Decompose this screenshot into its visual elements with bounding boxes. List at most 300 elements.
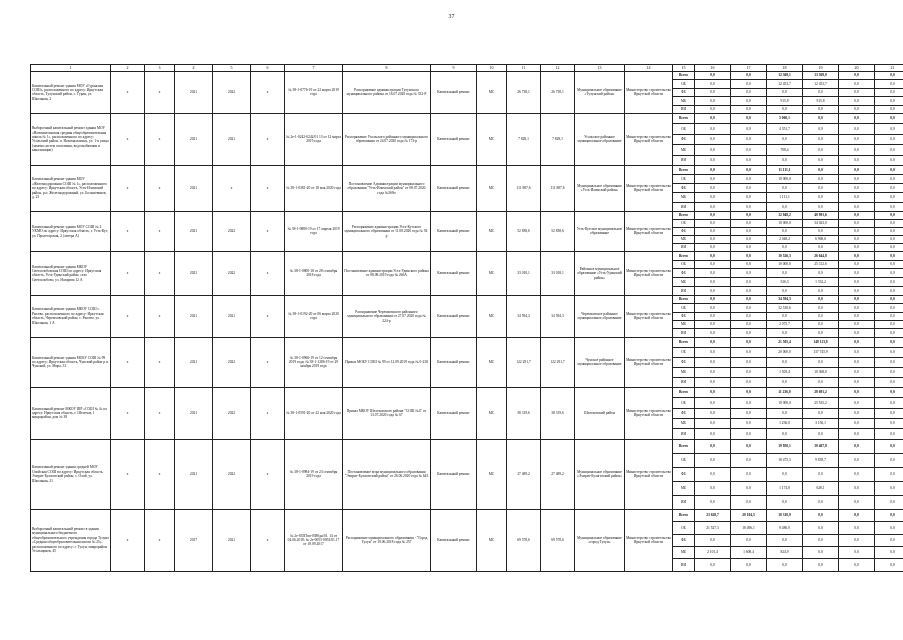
amount-cell: 0,0 [731,495,767,509]
cell-c9: Капитальный ремонт [431,439,477,509]
funding-source-label: ОБ [673,124,695,134]
amount-cell: 1 174,8 [767,481,803,495]
column-number-cell: 10 [477,65,507,72]
amount-cell: 32 518,6 [767,304,803,312]
funding-source-label: ФБ [673,312,695,320]
amount-cell: 1 608,4 [731,546,767,558]
amount-cell: 0,0 [875,534,903,546]
cell-c8: Распоряжение администрации Усть-Кутского муниципального образования от 11.08.2020 года № 92-р [343,211,431,251]
amount-cell: 0,0 [803,304,839,312]
cell-c13: Муниципальное образование «Тулунский район» [575,72,625,114]
amount-cell: 0,0 [695,97,731,105]
cell-c8: Распоряжение администрации Тулунского муниципального района от 16.07.2020 года № 332-Р [343,72,431,114]
amount-cell: 0,0 [803,227,839,235]
amount-cell: 0,0 [839,495,875,509]
column-number-cell: 16 [695,65,731,72]
amount-cell: 0,0 [875,165,903,174]
amount-cell: 0,0 [803,522,839,534]
amount-cell: 0,0 [875,439,903,453]
amount-cell: 0,0 [767,377,803,387]
cell-c6: x [251,211,285,251]
amount-cell: 0,0 [731,337,767,347]
amount-cell: 0,0 [731,202,767,211]
amount-cell: 12 369,1 [767,72,803,80]
cell-c7: № 2е-035Ппп-0380дн/01. 14 от 04.06.2018; № 2е-0053-0053/01.17 от 18.09.2017 [285,509,343,571]
amount-cell: 2 101,4 [695,546,731,558]
amount-cell: 10 310,9 [767,509,803,521]
funding-source-label: ФБ [673,88,695,96]
amount-cell: 0,0 [731,113,767,123]
column-number-cell: 3 [145,65,175,72]
amount-cell: 0,0 [731,243,767,251]
amount-cell: 0,0 [839,429,875,439]
cell-c11: 26 738,1 [507,72,541,114]
amount-cell: 0,0 [839,347,875,357]
amount-cell: 0,0 [875,219,903,227]
amount-cell: 0,0 [731,105,767,113]
amount-cell: 1 111,1 [767,193,803,202]
amount-cell: 0,0 [839,235,875,243]
cell-c6: x [251,439,285,509]
amount-cell: 0,0 [731,312,767,320]
cell-c4: 2021 [175,439,213,509]
column-number-cell: 5 [213,65,251,72]
cell-c5: 2021 [213,509,251,571]
table-row [31,295,903,303]
table-row [31,211,903,219]
amount-cell: 0,0 [875,134,903,144]
amount-cell: 0,0 [839,227,875,235]
amount-cell: 0,0 [695,534,731,546]
funding-source-label: ОБ [673,304,695,312]
amount-cell: 0,0 [875,429,903,439]
amount-cell: 0,0 [731,260,767,269]
amount-cell: 0,0 [695,105,731,113]
amount-cell: 915,8 [767,97,803,105]
funding-source-label: ФБ [673,408,695,418]
cell-c2: x [111,295,145,337]
amount-cell: 18 475,3 [767,453,803,467]
amount-cell: 0,0 [767,184,803,193]
amount-cell: 0,0 [803,495,839,509]
column-number-cell: 6 [251,65,285,72]
amount-cell: 0,0 [695,321,731,329]
amount-cell: 0,0 [875,337,903,347]
amount-cell: 0,0 [695,235,731,243]
funding-source-label: МБ [673,546,695,558]
cell-c12: 111 887,6 [541,165,575,211]
cell-c2: x [111,251,145,295]
amount-cell: 0,0 [731,269,767,278]
amount-cell: 0,0 [695,80,731,88]
amount-cell: 0,0 [839,439,875,453]
amount-cell: 0,0 [731,165,767,174]
amount-cell: 0,0 [803,321,839,329]
cell-c9: Капитальный ремонт [431,165,477,211]
amount-cell: 0,0 [839,559,875,571]
amount-cell: 18 496,1 [731,522,767,534]
column-number-cell: 9 [431,65,477,72]
amount-cell: 708,4 [767,145,803,155]
amount-cell: 0,0 [839,408,875,418]
amount-cell: 0,0 [731,398,767,408]
amount-cell: 0,0 [839,260,875,269]
amount-cell: 0,0 [731,387,767,397]
amount-cell: 0,0 [695,134,731,144]
cell-c13: Черемховское районное муниципальное образование [575,295,625,337]
cell-c8: Распоряжение муниципального образования - "Город Тулун" от 19.06.2018 года № 257 [343,509,431,571]
amount-cell: 0,0 [875,509,903,521]
cell-c10: МС [477,113,507,165]
cell-c12: 34 594,3 [541,295,575,337]
funding-source-label: МБ [673,481,695,495]
column-number-cell: 18 [767,65,803,72]
table-row [31,165,903,174]
cell-c7: № 38-1-0381-20 от 18 мая 2020 года [285,165,343,211]
cell-c6: x [251,165,285,211]
cell-c9: Капитальный ремонт [431,337,477,387]
amount-cell: 0,0 [731,124,767,134]
amount-cell: 0,0 [875,193,903,202]
column-number-cell: 1 [31,65,111,72]
amount-cell: 0,0 [731,251,767,260]
amount-cell: 0,0 [875,260,903,269]
amount-cell: 0,0 [839,321,875,329]
amount-cell: 0,0 [731,295,767,303]
amount-cell: 0,0 [875,408,903,418]
object-name-cell: Капитальный ремонт здания МКОУ Светлолобовская СОШ по адресу: Иркутская область, Усть-Удинский район, село Светлолобово, ул. Назарова 12 А [31,251,111,295]
amount-cell: 0,0 [767,134,803,144]
amount-cell: 12 453,7 [767,80,803,88]
amount-cell: 0,0 [875,269,903,278]
amount-cell: 0,0 [695,387,731,397]
amount-cell: 0,0 [839,418,875,428]
amount-cell: 0,0 [731,367,767,377]
funding-source-label: ОБ [673,522,695,534]
funding-source-label: ФБ [673,184,695,193]
amount-cell: 0,0 [839,145,875,155]
amount-cell: 0,0 [875,184,903,193]
amount-cell: 0,0 [731,175,767,184]
amount-cell: 0,0 [803,377,839,387]
amount-cell: 10 467,8 [803,439,839,453]
cell-c4: 2021 [175,113,213,165]
amount-cell: 0,0 [695,295,731,303]
object-name-cell: Выборочный капитальный ремонт в здании муниципального бюджетного общеобразовательного учреждения города Тулуна «Средняя общеобразовательная школа № 25», расположенного по адресу: г. Тулун, микрорайон Угольщиков, 45 [31,509,111,571]
cell-c2: x [111,211,145,251]
amount-cell: 0,0 [839,113,875,123]
amount-cell: 0,0 [875,357,903,367]
amount-cell: 0,0 [875,211,903,219]
funding-source-label: ОБ [673,260,695,269]
amount-cell: 0,0 [875,453,903,467]
funding-source-label: Всего [673,251,695,260]
amount-cell: 0,0 [875,559,903,571]
cell-c13: Усть-Кутское муниципальное образование [575,211,625,251]
cell-c8: Приказ МКОУ Шелеховского района "СОШ №4" от 13.07.2020 года № 67 [343,387,431,439]
amount-cell: 0,0 [803,134,839,144]
funding-source-label: ИИ [673,105,695,113]
amount-cell: 0,0 [875,278,903,287]
funding-source-label: ИИ [673,202,695,211]
amount-cell: 0,0 [803,408,839,418]
amount-cell: 0,0 [875,80,903,88]
cell-c4: 2021 [175,251,213,295]
cell-c4: 2017 [175,509,213,571]
cell-c4: 2021 [175,337,213,387]
amount-cell: 0,0 [839,269,875,278]
amount-cell: 3 156,1 [803,418,839,428]
amount-cell: 0,0 [839,377,875,387]
financing-table [30,64,903,572]
cell-c5: 2021 [213,295,251,337]
amount-cell: 0,0 [803,534,839,546]
amount-cell: 0,0 [695,175,731,184]
funding-source-label: ИИ [673,495,695,509]
cell-c3: x [145,165,175,211]
amount-cell: 0,0 [839,304,875,312]
funding-source-label: МБ [673,367,695,377]
amount-cell: 1 236,0 [767,418,803,428]
cell-c8: Распоряжение Усольского районного муниципального образования от 24.07.2020 года № 173-р [343,113,431,165]
amount-cell: 0,0 [695,377,731,387]
amount-cell: 26 644,8 [803,251,839,260]
amount-cell: 0,0 [695,113,731,123]
amount-cell: 0,0 [767,312,803,320]
cell-c5: 2022 [213,211,251,251]
cell-c5: 2022 [213,337,251,387]
amount-cell: 0,0 [731,357,767,367]
amount-cell: 1 332,2 [803,278,839,287]
amount-cell: 0,0 [803,287,839,296]
amount-cell: 0,0 [839,481,875,495]
amount-cell: 0,0 [767,329,803,337]
amount-cell: 0,0 [695,124,731,134]
amount-cell: 0,0 [731,534,767,546]
amount-cell: 0,0 [767,202,803,211]
amount-cell: 0,0 [695,453,731,467]
funding-source-label: ФБ [673,357,695,367]
funding-source-label: Всего [673,337,695,347]
cell-c10: МС [477,439,507,509]
amount-cell: 0,0 [839,88,875,96]
amount-cell: 0,0 [803,546,839,558]
amount-cell: 0,0 [875,175,903,184]
object-name-cell: Капитальный ремонт здания МКОУ СОШ с. Рысево, расположенного по адресу: Иркутская область, Черемховский район, с. Рысево, ул. Школьная, 1 А [31,295,111,337]
amount-cell: 0,0 [695,219,731,227]
amount-cell: 0,0 [875,321,903,329]
cell-c9: Капитальный ремонт [431,387,477,439]
amount-cell: 0,0 [803,509,839,521]
cell-c11: 111 887,6 [507,165,541,211]
cell-c6: x [251,72,285,114]
cell-c8: Постановление мэра муниципального образования "Эхирит-Булагатский район" от 26.06.2020 года № 643 [343,439,431,509]
amount-cell: 13 369,0 [803,72,839,80]
cell-c7: № 38-1-0192-20 от 06 марта 2020 года [285,295,343,337]
amount-cell: 0,0 [803,243,839,251]
amount-cell: 0,0 [875,546,903,558]
cell-c2: x [111,387,145,439]
funding-source-label: ИИ [673,559,695,571]
amount-cell: 0,0 [803,113,839,123]
cell-c7: № 38-1-0984-19 от 23 сентября 2019 года [285,439,343,509]
amount-cell: 0,0 [695,165,731,174]
cell-c9: Капитальный ремонт [431,509,477,571]
cell-c3: x [145,251,175,295]
amount-cell: 0,0 [839,367,875,377]
amount-cell: 0,0 [875,113,903,123]
amount-cell: 0,0 [731,193,767,202]
amount-cell: 0,0 [839,509,875,521]
cell-c12: 52 838,6 [541,211,575,251]
funding-source-label: ИИ [673,243,695,251]
table-row [31,439,903,453]
cell-c6: x [251,295,285,337]
amount-cell: 0,0 [767,88,803,96]
amount-cell: 0,0 [695,481,731,495]
amount-cell: 0,0 [767,105,803,113]
cell-c11: 7 828,1 [507,113,541,165]
cell-c13: Шелеховский район [575,387,625,439]
column-number-cell: 20 [839,65,875,72]
cell-c12: 69 578,6 [541,509,575,571]
cell-c14: Министерство строительства Иркутской области [625,211,673,251]
object-name-cell: Капитальный ремонт здания МОБУ СОШ № 99 по адресу: Иркутская область, Чунский район р.п. Чунский, ул. Мира, 31 [31,337,111,387]
cell-c3: x [145,295,175,337]
cell-c9: Капитальный ремонт [431,113,477,165]
cell-c14: Министерство строительства Иркутской области [625,165,673,211]
amount-cell: 0,0 [731,278,767,287]
amount-cell: 0,0 [731,134,767,144]
funding-source-label: МБ [673,321,695,329]
funding-source-label: ФБ [673,534,695,546]
funding-source-label: МБ [673,97,695,105]
amount-cell: 0,0 [839,387,875,397]
cell-c14: Министерство строительства Иркутской области [625,72,673,114]
cell-c5: 2022 [213,387,251,439]
amount-cell: 0,0 [767,243,803,251]
amount-cell: 0,0 [695,429,731,439]
amount-cell: 628,1 [803,481,839,495]
amount-cell: 0,0 [875,251,903,260]
amount-cell: 0,0 [839,467,875,481]
amount-cell: 0,0 [731,227,767,235]
amount-cell: 0,0 [731,321,767,329]
cell-c9: Капитальный ремонт [431,295,477,337]
cell-c5: 2022 [213,439,251,509]
amount-cell: 0,0 [695,337,731,347]
cell-c11: 34 594,3 [507,295,541,337]
funding-source-label: ИИ [673,287,695,296]
amount-cell: 0,0 [875,287,903,296]
cell-c11: 122 291,7 [507,337,541,387]
funding-source-label: ИИ [673,429,695,439]
amount-cell: 0,0 [803,312,839,320]
amount-cell: 0,0 [695,278,731,287]
table-row [31,387,903,397]
cell-c13: Усольское районное муниципальное образование [575,113,625,165]
amount-cell: 0,0 [731,559,767,571]
amount-cell: 0,0 [875,202,903,211]
amount-cell: 0,0 [875,243,903,251]
funding-source-label: ИИ [673,377,695,387]
amount-cell: 0,0 [839,155,875,165]
amount-cell: 0,0 [731,287,767,296]
amount-cell: 0,0 [839,193,875,202]
cell-c3: x [145,72,175,114]
column-number-cell: 7 [285,65,343,72]
amount-cell: 9 486,0 [767,522,803,534]
amount-cell: 0,0 [839,251,875,260]
cell-c14: Министерство строительства Иркутской области [625,387,673,439]
amount-cell: 0,0 [803,269,839,278]
column-number-cell: 15 [673,65,695,72]
amount-cell: 0,0 [839,184,875,193]
object-name-cell: Капитальный ремонт здания МОУ «Железнодорожная СОШ № 1», расположенного по адресу: Иркутская область, Усть-Илимский район, р.п. Железнодорожный, ул. Большевиков, д. 23 [31,165,111,211]
amount-cell: 0,0 [695,260,731,269]
amount-cell: 0,0 [875,522,903,534]
column-number-cell: 21 [875,65,903,72]
object-name-cell: Выборочный капитальный ремонт здания МОУ «Новонилтинская средняя общеобразовательная школа № 1», расположенного по адресу: Усольский район, п. Новомальтинск, ул. 1-я улица (замена систем отопления, водоснабжения и канализации) [31,113,111,165]
amount-cell: 11 111,1 [767,165,803,174]
amount-cell: 0,0 [803,145,839,155]
amount-cell: 0,0 [803,202,839,211]
funding-source-label: ОБ [673,398,695,408]
cell-c14: Министерство строительства Иркутской области [625,295,673,337]
amount-cell: 0,0 [731,347,767,357]
amount-cell: 0,0 [875,329,903,337]
amount-cell: 0,0 [875,367,903,377]
cell-c4: 2021 [175,72,213,114]
amount-cell: 0,0 [839,546,875,558]
amount-cell: 0,0 [731,88,767,96]
cell-c2: x [111,439,145,509]
amount-cell: 0,0 [695,312,731,320]
cell-c14: Министерство строительства Иркутской области [625,337,673,387]
amount-cell: 0,0 [839,211,875,219]
amount-cell: 0,0 [839,165,875,174]
amount-cell: 23 628,7 [695,509,731,521]
amount-cell: 5 060,1 [767,113,803,123]
cell-c3: x [145,211,175,251]
amount-cell: 0,0 [803,467,839,481]
cell-c5: 2022 [213,72,251,114]
cell-c13: Районное муниципальное образование «Усть-Удинский район» [575,251,625,295]
amount-cell: 0,0 [875,88,903,96]
amount-cell: 0,0 [803,124,839,134]
amount-cell: 0,0 [839,453,875,467]
amount-cell: 0,0 [839,522,875,534]
amount-cell: 0,0 [695,227,731,235]
funding-source-label: ОБ [673,347,695,357]
amount-cell: 0,0 [839,97,875,105]
page-number: 37 [448,14,455,20]
amount-cell: 0,0 [875,398,903,408]
amount-cell: 10 526,3 [767,251,803,260]
cell-c2: x [111,113,145,165]
cell-c2: x [111,509,145,571]
cell-c10: МС [477,72,507,114]
funding-source-label: Всего [673,165,695,174]
amount-cell: 0,0 [731,467,767,481]
funding-source-label: Всего [673,72,695,80]
amount-cell: 0,0 [731,329,767,337]
amount-cell: 0,0 [695,184,731,193]
amount-cell: 0,0 [695,145,731,155]
cell-c12: 38 319,6 [541,387,575,439]
amount-cell: 0,0 [803,357,839,367]
amount-cell: 0,0 [803,329,839,337]
